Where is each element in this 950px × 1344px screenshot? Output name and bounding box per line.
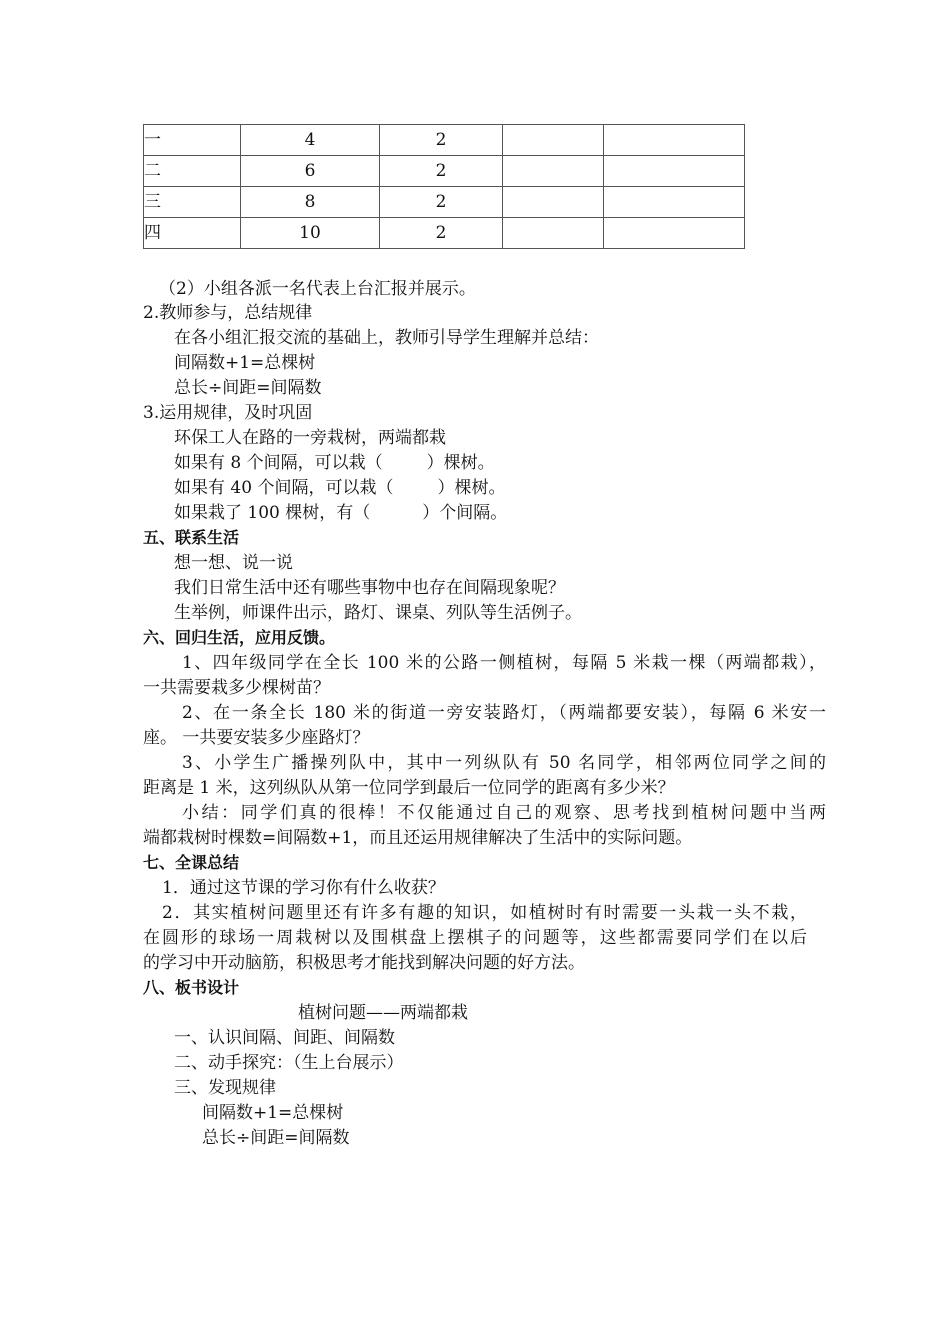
table-cell (503, 125, 604, 156)
para-6-4b: 端都栽树时棵数=间隔数+1，而且还运用规律解决了生活中的实际问题。 (143, 828, 693, 848)
table-cell: 一 (144, 125, 241, 156)
board-rule-1: 间隔数+1=总棵树 (202, 1103, 344, 1123)
board-line-3: 三、发现规律 (174, 1078, 276, 1098)
board-line-2: 二、动手探究：（生上台展示） (174, 1053, 404, 1073)
board-title: 植树问题——两端都栽 (298, 1003, 468, 1023)
table-row (144, 156, 745, 187)
para-7-2b: 在圆形的球场一周栽树以及围棋盘上摆棋子的问题等，这些都需要同学们在以后 (143, 928, 807, 948)
table-cell: 四 (144, 218, 241, 249)
table-cell: 4 (241, 125, 380, 156)
table-cell: 10 (241, 218, 380, 249)
rule-2: 总长÷间距=间隔数 (174, 378, 322, 398)
board-line-1: 一、认识间隔、间距、间隔数 (174, 1028, 395, 1048)
para-6-3a: 3、小学生广播操列队中，其中一列纵队有 50 名同学，相邻两位同学之间的 (182, 753, 826, 773)
para-7-2a: 2．其实植树问题里还有许多有趣的知识，如植树时有时需要一头栽一头不栽， (162, 903, 807, 923)
board-rule-2: 总长÷间距=间隔数 (202, 1128, 350, 1148)
section2-intro: 在各小组汇报交流的基础上，教师引导学生理解并总结： (174, 328, 599, 348)
para-6-1b: 一共需要栽多少棵树苗？ (143, 678, 330, 698)
table-cell (503, 218, 604, 249)
para-6-4a: 小结：同学们真的很棒！不仅能通过自己的观察、思考找到植树问题中当两 (182, 803, 826, 823)
report-line: （2）小组各派一名代表上台汇报并展示。 (159, 279, 476, 299)
table-cell (604, 218, 745, 249)
table-row (144, 218, 745, 249)
section3-intro: 环保工人在路的一旁栽树，两端都栽 (174, 428, 446, 448)
rule-1: 间隔数+1=总棵树 (174, 353, 316, 373)
heading-6: 六、回归生活，应用反馈。 (143, 628, 336, 647)
heading-5: 五、联系生活 (143, 528, 240, 547)
para-6-2b: 座。 一共要安装多少座路灯？ (143, 728, 370, 748)
question-3: 如果栽了 100 棵树，有（ ）个间隔。 (174, 503, 508, 523)
table-cell: 2 (380, 218, 503, 249)
table-cell: 6 (241, 156, 380, 187)
para-5-1: 想一想、说一说 (174, 553, 293, 573)
question-2: 如果有 40 个间隔，可以栽（ ）棵树。 (174, 478, 506, 498)
heading-7: 七、全课总结 (143, 853, 240, 872)
data-table (143, 124, 745, 249)
para-6-1a: 1、四年级同学在全长 100 米的公路一侧植树，每隔 5 米栽一棵（两端都栽）， (182, 653, 826, 673)
table-cell: 2 (380, 125, 503, 156)
para-5-3: 生举例，师课件出示，路灯、课桌、列队等生活例子。 (174, 603, 582, 623)
para-7-1: 1．通过这节课的学习你有什么收获？ (162, 878, 445, 898)
section2-title: 2.教师参与，总结规律 (143, 303, 313, 323)
table-cell (604, 156, 745, 187)
table-cell (503, 187, 604, 218)
table-cell (604, 187, 745, 218)
table-cell: 2 (380, 187, 503, 218)
table-cell (503, 156, 604, 187)
heading-8: 八、板书设计 (143, 978, 240, 997)
para-6-3b: 距离是 1 米，这列纵队从第一位同学到最后一位同学的距离有多少米？ (143, 778, 675, 798)
section3-title: 3.运用规律，及时巩固 (143, 403, 313, 423)
question-1: 如果有 8 个间隔，可以栽（ ）棵树。 (174, 453, 495, 473)
table-cell: 二 (144, 156, 241, 187)
para-7-2c: 的学习中开动脑筋，积极思考才能找到解决问题的好方法。 (143, 953, 585, 973)
table-cell (604, 125, 745, 156)
table-body (144, 125, 745, 249)
table-cell: 三 (144, 187, 241, 218)
para-6-2a: 2、在一条全长 180 米的街道一旁安装路灯，（两端都要安装），每隔 6 米安一 (182, 703, 826, 723)
table-cell: 8 (241, 187, 380, 218)
table-cell: 2 (380, 156, 503, 187)
para-5-2: 我们日常生活中还有哪些事物中也存在间隔现象呢？ (174, 578, 565, 598)
table-row (144, 125, 745, 156)
table-row (144, 187, 745, 218)
